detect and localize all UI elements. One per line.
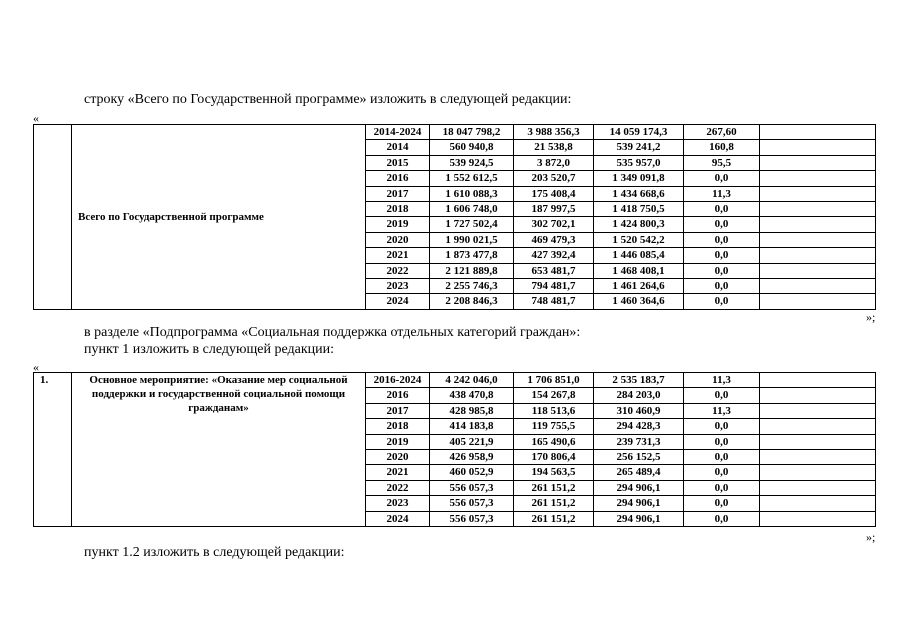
empty-cell	[760, 248, 876, 263]
other-cell: 0,0	[684, 263, 760, 278]
year-cell: 2014	[366, 140, 430, 155]
empty-cell	[760, 465, 876, 480]
empty-cell	[760, 403, 876, 418]
year-cell: 2016	[366, 388, 430, 403]
regional-cell: 539 241,2	[594, 140, 684, 155]
other-cell: 0,0	[684, 419, 760, 434]
total-cell: 426 958,9	[430, 450, 514, 465]
row-label-cell: Основное мероприятие: «Оказание мер социальной поддержки и государственной социальной помощи гражданам»	[72, 373, 366, 527]
year-cell: 2020	[366, 232, 430, 247]
other-cell: 11,3	[684, 403, 760, 418]
regional-cell: 294 906,1	[594, 496, 684, 511]
regional-cell: 1 418 750,5	[594, 202, 684, 217]
regional-cell: 1 520 542,2	[594, 232, 684, 247]
empty-cell	[760, 373, 876, 388]
empty-cell	[760, 496, 876, 511]
row-number-cell: 1.	[34, 373, 72, 527]
federal-cell: 154 267,8	[514, 388, 594, 403]
year-cell: 2023	[366, 496, 430, 511]
regional-cell: 239 731,3	[594, 434, 684, 449]
total-cell: 460 052,9	[430, 465, 514, 480]
empty-cell	[760, 434, 876, 449]
other-cell: 95,5	[684, 155, 760, 170]
close-quote-2: »;	[866, 530, 876, 544]
year-cell: 2016-2024	[366, 373, 430, 388]
empty-cell	[760, 279, 876, 294]
year-cell: 2022	[366, 263, 430, 278]
total-cell: 18 047 798,2	[430, 125, 514, 140]
other-cell: 11,3	[684, 373, 760, 388]
total-cell: 414 183,8	[430, 419, 514, 434]
row-label-cell: Всего по Государственной программе	[72, 125, 366, 310]
year-cell: 2018	[366, 202, 430, 217]
subprogram-measure-table	[33, 372, 876, 527]
year-cell: 2020	[366, 450, 430, 465]
total-cell: 1 990 021,5	[430, 232, 514, 247]
federal-cell: 165 490,6	[514, 434, 594, 449]
regional-cell: 1 461 264,6	[594, 279, 684, 294]
regional-cell: 535 957,0	[594, 155, 684, 170]
federal-cell: 748 481,7	[514, 294, 594, 309]
year-cell: 2016	[366, 171, 430, 186]
total-cell: 1 610 088,3	[430, 186, 514, 201]
open-quote-1: «	[33, 111, 39, 125]
federal-cell: 3 872,0	[514, 155, 594, 170]
empty-cell	[760, 388, 876, 403]
regional-cell: 1 349 091,8	[594, 171, 684, 186]
other-cell: 0,0	[684, 171, 760, 186]
total-cell: 556 057,3	[430, 511, 514, 526]
other-cell: 267,60	[684, 125, 760, 140]
empty-cell	[760, 511, 876, 526]
row-number-cell	[34, 125, 72, 310]
other-cell: 0,0	[684, 248, 760, 263]
federal-cell: 118 513,6	[514, 403, 594, 418]
total-cell: 1 606 748,0	[430, 202, 514, 217]
empty-cell	[760, 171, 876, 186]
federal-cell: 261 151,2	[514, 480, 594, 495]
other-cell: 0,0	[684, 465, 760, 480]
total-cell: 556 057,3	[430, 480, 514, 495]
empty-cell	[760, 186, 876, 201]
empty-cell	[760, 294, 876, 309]
year-cell: 2024	[366, 294, 430, 309]
other-cell: 0,0	[684, 480, 760, 495]
intro-paragraph-4: пункт 1.2 изложить в следующей редакции:	[84, 545, 345, 560]
federal-cell: 3 988 356,3	[514, 125, 594, 140]
total-cell: 428 985,8	[430, 403, 514, 418]
other-cell: 0,0	[684, 388, 760, 403]
year-cell: 2015	[366, 155, 430, 170]
federal-cell: 21 538,8	[514, 140, 594, 155]
total-cell: 1 727 502,4	[430, 217, 514, 232]
regional-cell: 310 460,9	[594, 403, 684, 418]
intro-paragraph-1: строку «Всего по Государственной программе» изложить в следующей редакции:	[84, 92, 572, 107]
empty-cell	[760, 217, 876, 232]
year-cell: 2022	[366, 480, 430, 495]
regional-cell: 256 152,5	[594, 450, 684, 465]
empty-cell	[760, 125, 876, 140]
total-cell: 1 552 612,5	[430, 171, 514, 186]
year-cell: 2018	[366, 419, 430, 434]
other-cell: 160,8	[684, 140, 760, 155]
total-cell: 556 057,3	[430, 496, 514, 511]
open-quote-2: «	[33, 360, 39, 374]
federal-cell: 194 563,5	[514, 465, 594, 480]
federal-cell: 469 479,3	[514, 232, 594, 247]
federal-cell: 170 806,4	[514, 450, 594, 465]
federal-cell: 1 706 851,0	[514, 373, 594, 388]
other-cell: 0,0	[684, 496, 760, 511]
year-cell: 2024	[366, 511, 430, 526]
year-cell: 2019	[366, 434, 430, 449]
year-cell: 2017	[366, 186, 430, 201]
empty-cell	[760, 480, 876, 495]
other-cell: 11,3	[684, 186, 760, 201]
other-cell: 0,0	[684, 511, 760, 526]
total-cell: 1 873 477,8	[430, 248, 514, 263]
empty-cell	[760, 202, 876, 217]
regional-cell: 1 434 668,6	[594, 186, 684, 201]
other-cell: 0,0	[684, 217, 760, 232]
other-cell: 0,0	[684, 202, 760, 217]
federal-cell: 203 520,7	[514, 171, 594, 186]
year-cell: 2021	[366, 465, 430, 480]
regional-cell: 2 535 183,7	[594, 373, 684, 388]
year-cell: 2021	[366, 248, 430, 263]
total-cell: 560 940,8	[430, 140, 514, 155]
total-cell: 539 924,5	[430, 155, 514, 170]
regional-cell: 1 460 364,6	[594, 294, 684, 309]
total-cell: 2 121 889,8	[430, 263, 514, 278]
regional-cell: 1 468 408,1	[594, 263, 684, 278]
intro-paragraph-3: пункт 1 изложить в следующей редакции:	[84, 342, 334, 357]
federal-cell: 119 755,5	[514, 419, 594, 434]
year-cell: 2017	[366, 403, 430, 418]
empty-cell	[760, 232, 876, 247]
federal-cell: 261 151,2	[514, 511, 594, 526]
empty-cell	[760, 263, 876, 278]
federal-cell: 794 481,7	[514, 279, 594, 294]
other-cell: 0,0	[684, 450, 760, 465]
year-cell: 2019	[366, 217, 430, 232]
other-cell: 0,0	[684, 279, 760, 294]
total-cell: 438 470,8	[430, 388, 514, 403]
federal-cell: 653 481,7	[514, 263, 594, 278]
regional-cell: 294 428,3	[594, 419, 684, 434]
empty-cell	[760, 140, 876, 155]
empty-cell	[760, 419, 876, 434]
federal-cell: 302 702,1	[514, 217, 594, 232]
total-cell: 2 208 846,3	[430, 294, 514, 309]
regional-cell: 294 906,1	[594, 511, 684, 526]
close-quote-1: »;	[866, 310, 876, 324]
federal-cell: 187 997,5	[514, 202, 594, 217]
regional-cell: 265 489,4	[594, 465, 684, 480]
empty-cell	[760, 450, 876, 465]
federal-cell: 427 392,4	[514, 248, 594, 263]
total-cell: 405 221,9	[430, 434, 514, 449]
total-cell: 2 255 746,3	[430, 279, 514, 294]
federal-cell: 261 151,2	[514, 496, 594, 511]
total-cell: 4 242 046,0	[430, 373, 514, 388]
empty-cell	[760, 155, 876, 170]
other-cell: 0,0	[684, 232, 760, 247]
year-cell: 2023	[366, 279, 430, 294]
table-row	[34, 125, 876, 140]
intro-paragraph-2: в разделе «Подпрограмма «Социальная поддержка отдельных категорий граждан»:	[84, 325, 581, 340]
regional-cell: 1 424 800,3	[594, 217, 684, 232]
other-cell: 0,0	[684, 434, 760, 449]
other-cell: 0,0	[684, 294, 760, 309]
federal-cell: 175 408,4	[514, 186, 594, 201]
table-row	[34, 373, 876, 388]
year-cell: 2014-2024	[366, 125, 430, 140]
program-total-table	[33, 124, 876, 310]
regional-cell: 294 906,1	[594, 480, 684, 495]
regional-cell: 14 059 174,3	[594, 125, 684, 140]
regional-cell: 1 446 085,4	[594, 248, 684, 263]
regional-cell: 284 203,0	[594, 388, 684, 403]
